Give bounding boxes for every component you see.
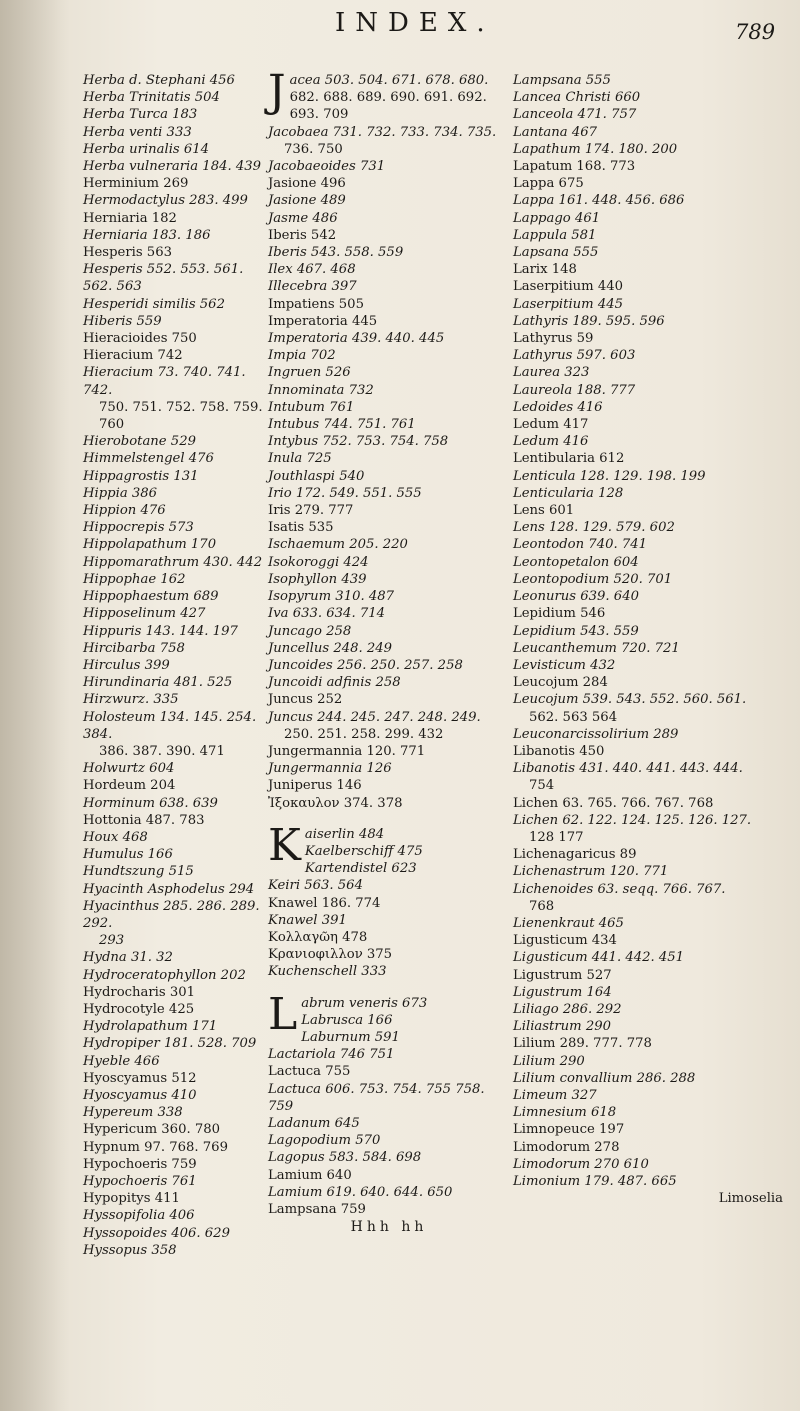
index-entry: Hypochoeris 759 xyxy=(83,1156,197,1172)
index-entry: Hyacinthus 285. 286. 289. 292. xyxy=(83,898,264,931)
section-gap xyxy=(268,981,510,995)
index-column-2 xyxy=(268,66,510,1236)
index-entry-continuation: Kaelberschiff 475 xyxy=(304,843,423,859)
index-entry: Hippia 386 xyxy=(83,485,158,501)
index-entry: Lilium 289. 777. 778 xyxy=(513,1036,652,1052)
drop-capital: L xyxy=(268,988,298,1040)
index-entry: Intubum 761 xyxy=(268,399,355,415)
index-entry: Jouthlaspi 540 xyxy=(268,468,365,484)
index-entry-continuation: 128 177 xyxy=(529,829,584,845)
catchword: Limoselia xyxy=(718,1191,783,1207)
index-entry: Lenticula 128. 129. 198. 199 xyxy=(513,468,706,484)
index-entry: Leucanthemum 720. 721 xyxy=(513,640,680,656)
index-entry: Hipposelinum 427 xyxy=(83,606,206,622)
index-entry: Juncus 244. 245. 247. 248. 249. xyxy=(268,709,481,725)
index-entry: Isatis 535 xyxy=(268,520,334,536)
index-entry: Lampsana 555 xyxy=(513,73,611,88)
index-entry: Ledum 417 xyxy=(513,417,589,433)
index-entry: Lathyris 189. 595. 596 xyxy=(513,313,665,329)
index-entry: Leontopetalon 604 xyxy=(513,554,639,570)
index-entry-text: abrum veneris 673 xyxy=(301,995,428,1011)
index-entry: Lamium 619. 640. 644. 650 xyxy=(268,1184,453,1200)
index-entry: Lenticularia 128 xyxy=(513,485,624,501)
index-entry: Horminum 638. 639 xyxy=(83,795,218,811)
index-entry: Ilex 467. 468 xyxy=(268,262,356,278)
index-entry: Hydrocotyle 425 xyxy=(83,1001,195,1017)
index-entry: Ladanum 645 xyxy=(268,1115,360,1131)
index-entry: Lanceola 471. 757 xyxy=(513,107,637,123)
index-entry: Inula 725 xyxy=(268,451,332,467)
index-entry: Innominata 732 xyxy=(268,382,374,398)
index-entry: Iberis 542 xyxy=(268,227,337,243)
index-entry: Lantana 467 xyxy=(513,124,597,140)
index-entry: Herba urinalis 614 xyxy=(83,141,210,157)
index-entry: Laureola 188. 777 xyxy=(513,382,636,398)
index-entry-continuation: 386. 387. 390. 471 xyxy=(99,743,225,759)
index-entry: Isopyrum 310. 487 xyxy=(268,589,395,605)
index-entry: Laserpitium 440 xyxy=(513,279,624,295)
index-column-3 xyxy=(513,72,783,1207)
index-entry: Larix 148 xyxy=(513,262,577,278)
index-entry: Hypericum 360. 780 xyxy=(83,1122,221,1138)
index-entry: Lienenkraut 465 xyxy=(513,915,624,931)
index-entry-continuation: 754 xyxy=(529,778,555,794)
index-entry: Hippolapathum 170 xyxy=(83,537,217,553)
index-entry: Ledoides 416 xyxy=(513,399,603,415)
index-entry: Herba d. Stephani 456 xyxy=(83,73,235,88)
index-entry: Hydrocharis 301 xyxy=(83,984,196,1000)
index-entry: Hesperidi similis 562 xyxy=(83,296,225,312)
index-entry: Hiberis 559 xyxy=(83,313,162,329)
index-entry: Laserpitium 445 xyxy=(513,296,624,312)
index-entry: Lilium 290 xyxy=(513,1053,585,1069)
index-entry: Himmelstengel 476 xyxy=(83,451,214,467)
index-column-1 xyxy=(83,72,268,1259)
index-entry-continuation: 293 xyxy=(99,933,125,949)
index-entry: Leucojum 284 xyxy=(513,675,608,691)
index-entry: Hyeble 466 xyxy=(83,1053,160,1069)
index-entry: Jasme 486 xyxy=(268,210,338,226)
index-entry: Hippagrostis 131 xyxy=(83,468,199,484)
index-entry: Hydroceratophyllon 202 xyxy=(83,967,246,983)
index-entry: Lathyrus 59 xyxy=(513,331,594,347)
index-entry: Leuconarcissolirium 289 xyxy=(513,726,679,742)
index-entry: Holosteum 134. 145. 254. 384. xyxy=(83,709,261,742)
index-entry: Laurea 323 xyxy=(513,365,590,381)
index-entry: Jasione 496 xyxy=(268,176,346,192)
index-entry: Lichen 62. 122. 124. 125. 126. 127. xyxy=(513,812,752,828)
index-entry: Hirundinaria 481. 525 xyxy=(83,675,233,691)
index-entry: Hesperis 552. 553. 561. 562. 563 xyxy=(83,262,248,295)
index-entry: Hyoscyamus 512 xyxy=(83,1070,197,1086)
index-entry-continuation: 562. 563 564 xyxy=(529,709,618,725)
index-entry: Lancea Christi 660 xyxy=(513,90,641,106)
index-entry: Hordeum 204 xyxy=(83,778,176,794)
index-entry-continuation: 768 xyxy=(529,898,555,914)
drop-capital: J xyxy=(268,66,286,117)
index-entry: Lapatum 168. 773 xyxy=(513,159,636,175)
index-entry: Illecebra 397 xyxy=(268,279,357,295)
index-entry: Herminium 269 xyxy=(83,176,189,192)
index-entry: Lentibularia 612 xyxy=(513,451,625,467)
drop-capital: K xyxy=(268,819,301,871)
index-entry: Hippophaestum 689 xyxy=(83,589,219,605)
index-entry: Intubus 744. 751. 761 xyxy=(268,417,416,433)
index-entry-continuation: 693. 709 xyxy=(289,107,349,123)
index-entry: Juncus 252 xyxy=(268,692,343,708)
index-entry: Keiri 563. 564 xyxy=(268,878,363,894)
index-entry-continuation: 250. 251. 258. 299. 432 xyxy=(284,726,444,742)
index-entry: Imperatoria 445 xyxy=(268,313,378,329)
section-gap xyxy=(268,812,510,826)
index-entry: Iberis 543. 558. 559 xyxy=(268,245,404,261)
index-entry: Hydrolapathum 171 xyxy=(83,1019,218,1035)
index-entry: Herba Turca 183 xyxy=(83,107,198,123)
index-entry: Leucojum 539. 543. 552. 560. 561. xyxy=(513,692,747,708)
index-entry: Ἰξοκαυλον 374. 378 xyxy=(268,795,403,811)
index-entry: Isokoroggi 424 xyxy=(268,554,369,570)
index-entry: Hieracioides 750 xyxy=(83,331,197,347)
index-entry: Juniperus 146 xyxy=(268,778,362,794)
index-entry: Hirculus 399 xyxy=(83,657,170,673)
index-entry: Levisticum 432 xyxy=(513,657,616,673)
index-entry: Lichenagaricus 89 xyxy=(513,847,637,863)
signature-mark: Hhh hh xyxy=(350,1219,428,1236)
index-entry: Knawel 186. 774 xyxy=(268,895,381,911)
index-entry: Jacobaeoides 731 xyxy=(268,159,386,175)
index-entry: Lichenastrum 120. 771 xyxy=(513,864,669,880)
index-entry: Limodorum 270 610 xyxy=(513,1156,649,1172)
index-entry: Hydropiper 181. 528. 709 xyxy=(83,1036,257,1052)
index-entry: Liliago 286. 292 xyxy=(513,1001,622,1017)
index-entry: Ligustrum 164 xyxy=(513,984,612,1000)
index-entry: Lagopus 583. 584. 698 xyxy=(268,1150,422,1166)
page-header xyxy=(0,4,800,44)
index-entry: Juncoidi adfinis 258 xyxy=(268,675,401,691)
index-entry: Libanotis 431. 440. 441. 443. 444. xyxy=(513,761,743,777)
index-entry: Herba Trinitatis 504 xyxy=(83,90,220,106)
index-entry: Lapathum 174. 180. 200 xyxy=(513,141,678,157)
index-entry-text: aiserlin 484 xyxy=(304,826,385,842)
index-entry: Leontodon 740. 741 xyxy=(513,537,648,553)
index-entry: Lactuca 755 xyxy=(268,1064,351,1080)
index-entry-continuation: 682. 688. 689. 690. 691. 692. xyxy=(289,90,487,106)
index-entry: Lappula 581 xyxy=(513,227,597,243)
index-entry: Jungermannia 126 xyxy=(268,761,392,777)
index-entry: Holwurtz 604 xyxy=(83,761,175,777)
index-entry: Κολλαγῶη 478 xyxy=(268,929,368,945)
index-entry: Houx 468 xyxy=(83,829,148,845)
index-entry: Lens 601 xyxy=(513,503,575,519)
index-entry: Lathyrus 597. 603 xyxy=(513,348,636,364)
index-entry: Herba venti 333 xyxy=(83,124,192,140)
index-entry: Lens 128. 129. 579. 602 xyxy=(513,520,675,536)
page-number: 789 xyxy=(735,20,776,44)
index-entry: Hyacinth Asphodelus 294 xyxy=(83,881,255,897)
index-entry: Hermodactylus 283. 499 xyxy=(83,193,248,209)
index-entry: Irio 172. 549. 551. 555 xyxy=(268,485,422,501)
index-entry: Lepidium 543. 559 xyxy=(513,623,639,639)
index-entry-continuation: 750. 751. 752. 758. 759. 760 xyxy=(99,399,267,433)
index-entry: Lampsana 759 xyxy=(268,1202,366,1217)
index-entry: Leontopodium 520. 701 xyxy=(513,571,673,587)
index-entry: Hippomarathrum 430. 442 xyxy=(83,554,263,570)
index-entry: Hundtszung 515 xyxy=(83,864,194,880)
index-entry: Juncago 258 xyxy=(268,623,352,639)
index-entry: Libanotis 450 xyxy=(513,743,605,759)
index-entry: Hyssopus 358 xyxy=(83,1242,177,1258)
index-entry: Limodorum 278 xyxy=(513,1139,620,1155)
index-entry: Κρανιοφιλλον 375 xyxy=(268,947,393,963)
index-entry: Ligustrum 527 xyxy=(513,967,612,983)
index-entry: Ledum 416 xyxy=(513,434,589,450)
index-entry: Jacobaea 731. 732. 733. 734. 735. xyxy=(268,124,497,140)
index-entry: Humulus 166 xyxy=(83,847,173,863)
index-entry: Liliastrum 290 xyxy=(513,1019,612,1035)
index-entry-continuation: Labrusca 166 xyxy=(301,1012,393,1028)
index-entry: Ligusticum 434 xyxy=(513,933,617,949)
index-entry: Lactuca 606. 753. 754. 755 758. 759 xyxy=(268,1081,489,1114)
index-entry: Lapsana 555 xyxy=(513,245,599,261)
index-entry: Leonurus 639. 640 xyxy=(513,589,639,605)
index-entry: Hippion 476 xyxy=(83,503,166,519)
index-entry: Iris 279. 777 xyxy=(268,503,354,519)
index-entry: Hesperis 563 xyxy=(83,245,172,261)
index-entry: Lepidium 546 xyxy=(513,606,606,622)
index-title: INDEX. xyxy=(335,8,495,38)
index-entry: Hierobotane 529 xyxy=(83,434,196,450)
index-entry: Lappa 675 xyxy=(513,176,584,192)
index-entry: Herniaria 183. 186 xyxy=(83,227,211,243)
index-entry: Hippocrepis 573 xyxy=(83,520,194,536)
index-entry: Lactariola 746 751 xyxy=(268,1047,395,1063)
index-entry: Isophyllon 439 xyxy=(268,571,367,587)
index-entry: Intybus 752. 753. 754. 758 xyxy=(268,434,449,450)
index-entry: Kartendistel 623 xyxy=(304,861,417,877)
index-entry: Kuchenschell 333 xyxy=(268,964,387,980)
index-entry: Hippophae 162 xyxy=(83,571,186,587)
index-entry: Lagopodium 570 xyxy=(268,1133,381,1149)
index-entry: Limnesium 618 xyxy=(513,1105,617,1121)
index-entry: Lilium convallium 286. 288 xyxy=(513,1070,696,1086)
index-entry: Hippuris 143. 144. 197 xyxy=(83,623,238,639)
index-entry: Limnopeuce 197 xyxy=(513,1122,625,1138)
index-entry: Lichen 63. 765. 766. 767. 768 xyxy=(513,795,714,811)
index-entry: Hydna 31. 32 xyxy=(83,950,173,966)
index-entry: Hypopitys 411 xyxy=(83,1191,180,1207)
index-entry: Lamium 640 xyxy=(268,1167,352,1183)
index-entry: Laburnum 591 xyxy=(301,1029,400,1045)
index-entry: Herniaria 182 xyxy=(83,210,177,226)
index-entry: Hircibarba 758 xyxy=(83,640,185,656)
index-entry: Ligusticum 441. 442. 451 xyxy=(513,950,685,966)
index-entry: Hyoscyamus 410 xyxy=(83,1087,197,1103)
index-entry: Knawel 391 xyxy=(268,912,347,928)
index-entry: Ingruen 526 xyxy=(268,365,351,381)
index-entry: Imperatoria 439. 440. 445 xyxy=(268,331,445,347)
index-entry: Lichenoides 63. seqq. 766. 767. xyxy=(513,881,726,897)
index-entry: Hottonia 487. 783 xyxy=(83,812,205,828)
index-entry-continuation: 736. 750 xyxy=(284,141,343,157)
index-entry: Herba vulneraria 184. 439 xyxy=(83,159,262,175)
index-entry: Hyssopifolia 406 xyxy=(83,1208,195,1224)
index-entry: Lappa 161. 448. 456. 686 xyxy=(513,193,685,209)
index-entry: Ischaemum 205. 220 xyxy=(268,537,408,553)
index-entry: Hypereum 338 xyxy=(83,1105,183,1121)
index-entry: Jungermannia 120. 771 xyxy=(268,743,426,759)
index-entry: Iva 633. 634. 714 xyxy=(268,606,385,622)
index-entry-text: acea 503. 504. 671. 678. 680. xyxy=(289,73,489,88)
index-entry: Juncellus 248. 249 xyxy=(268,640,393,656)
index-entry: Jasione 489 xyxy=(268,193,346,209)
page-gutter-shadow xyxy=(0,0,70,1411)
index-entry: Impia 702 xyxy=(268,348,336,364)
index-entry: Hieracium 742 xyxy=(83,348,183,364)
index-entry: Limeum 327 xyxy=(513,1087,597,1103)
index-entry: Hypochoeris 761 xyxy=(83,1174,197,1189)
index-entry: Hieracium 73. 740. 741. 742. xyxy=(83,365,250,398)
index-entry: Impatiens 505 xyxy=(268,296,364,312)
index-entry: Hirzwurz. 335 xyxy=(83,692,179,708)
index-entry: Lappago 461 xyxy=(513,210,601,226)
index-entry: Hyssopoides 406. 629 xyxy=(83,1225,230,1241)
index-entry: Limonium 179. 487. 665 xyxy=(513,1174,677,1189)
index-entry: Hypnum 97. 768. 769 xyxy=(83,1139,228,1155)
index-entry: Juncoides 256. 250. 257. 258 xyxy=(268,657,463,673)
